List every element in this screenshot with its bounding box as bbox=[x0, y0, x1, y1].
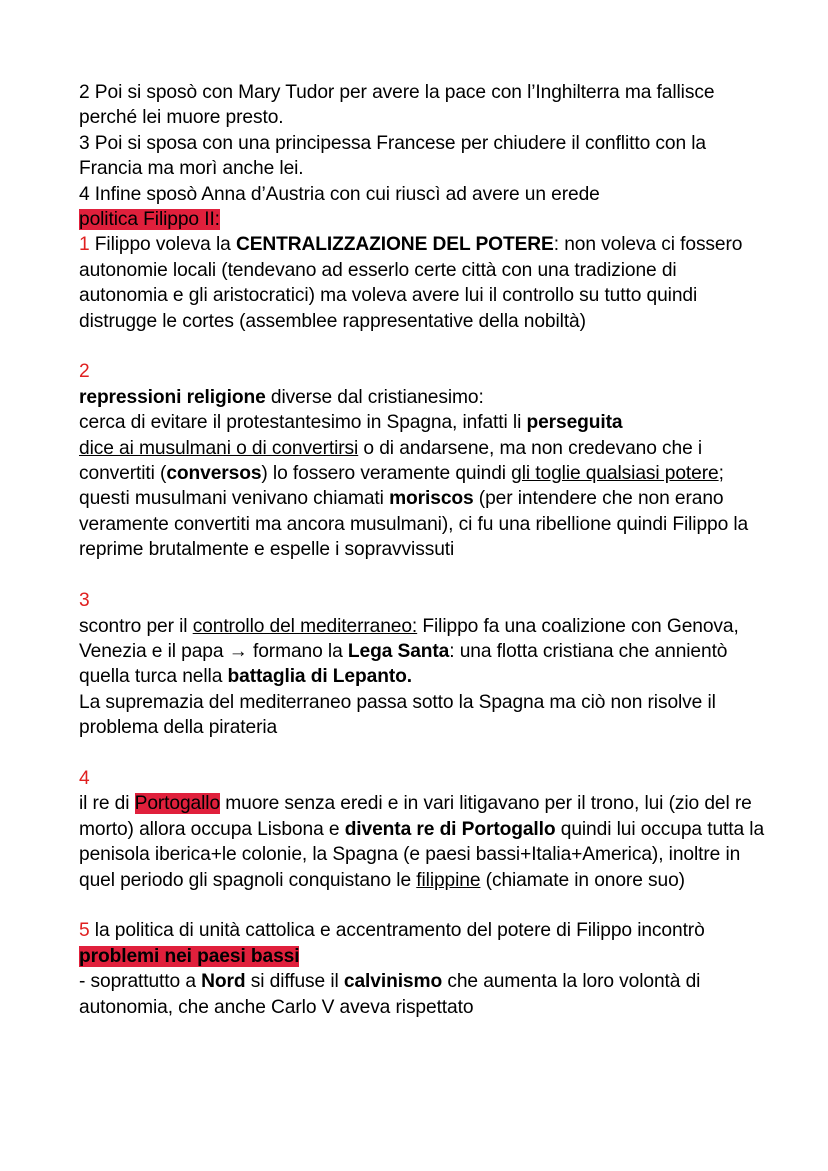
intro-paragraph-4: 4 Infine sposò Anna d’Austria con cui riuscì ad avere un erede bbox=[79, 183, 600, 205]
spacer bbox=[79, 741, 769, 766]
spacer bbox=[79, 334, 769, 359]
point-3-conclusion: La supremazia del mediterraneo passa sotto la Spagna ma ciò non risolve il problema della pirateria bbox=[79, 691, 716, 739]
point-5-bold-nord: Nord bbox=[201, 971, 246, 993]
point-2-underline-convertirsi: dice ai musulmani o di convertirsi bbox=[79, 437, 359, 459]
point-2-underline-potere: gli toglie qualsiasi potere bbox=[511, 463, 719, 485]
point-4-body bbox=[79, 791, 769, 893]
point-2-number-label: 2 bbox=[79, 361, 90, 383]
point-5-highlight-paesi-bassi: problemi nei paesi bassi bbox=[79, 945, 300, 967]
point-5-number: 5 bbox=[79, 920, 90, 942]
point-1-text-end: : non voleva ci fossero autonomie locali (tendevano ad esserlo certe città con una tradizione di autonomia e gli aristocratici) ma voleva avere lui il controllo su tutto quindi distrugge le cortes (assemblee rappresentative della nobiltà) bbox=[79, 234, 743, 332]
point-1 bbox=[79, 232, 769, 334]
intro-paragraph-3: 3 Poi si sposa con una principessa Francese per chiudere il conflitto con la Francia ma morì anche lei. bbox=[79, 132, 707, 180]
point-2-bold-moriscos: moriscos bbox=[389, 488, 474, 510]
spacer bbox=[79, 893, 769, 918]
point-2-text: cerca di evitare il protestantesimo in Spagna, infatti li bbox=[79, 412, 527, 434]
document-page bbox=[79, 80, 769, 1020]
point-4-text-2: muore senza eredi e in vari litigavano per il trono, lui (zio del re morto) allora occupa Lisbona e bbox=[79, 793, 752, 840]
point-5-body bbox=[79, 918, 769, 969]
point-4-number-label: 4 bbox=[79, 767, 90, 789]
point-2-bold-perseguita: perseguita bbox=[526, 412, 623, 434]
point-2-number bbox=[79, 359, 769, 384]
point-3-text-3: : una flotta cristiana che annientò quella turca nella bbox=[79, 640, 728, 688]
point-2-body bbox=[79, 410, 769, 562]
point-4-text: il re di bbox=[79, 793, 135, 815]
point-3-text-2: Filippo fa una coalizione con Genova, Venezia e il papa → formano la bbox=[79, 615, 739, 662]
point-2-bold-conversos: conversos bbox=[166, 463, 262, 485]
point-5-bullet-text-2: si diffuse il bbox=[245, 971, 344, 993]
point-1-bold-centralizzazione: CENTRALIZZAZIONE DEL POTERE bbox=[235, 234, 554, 256]
point-4-bold-re-portogallo: diventa re di Portogallo bbox=[344, 818, 556, 840]
point-3-bold-lega-santa: Lega Santa bbox=[347, 640, 450, 662]
point-2-bold-repressioni: repressioni religione bbox=[79, 386, 266, 408]
point-4-text-3: quindi lui occupa tutta la penisola iberica+le colonie, la Spagna (e paesi bassi+Italia+America), inoltre in quel periodo gli spagnoli conquistano le bbox=[79, 818, 765, 891]
point-3-number bbox=[79, 588, 769, 613]
spacer bbox=[79, 563, 769, 588]
intro-paragraph-2: 2 Poi si sposò con Mary Tudor per avere la pace con l’Inghilterra ma fallisce perché lei muore presto. bbox=[79, 82, 715, 129]
point-4-text-4: (chiamate in onore suo) bbox=[480, 869, 685, 891]
point-2-title bbox=[79, 385, 769, 410]
point-3-number-label: 3 bbox=[79, 590, 90, 612]
point-2-text-5: (per intendere che non erano veramente convertiti ma ancora musulmani), ci fu una ribellione quindi Filippo la reprime brutalmente e espelle i sopravvissuti bbox=[79, 488, 749, 561]
section-heading-highlight: politica Filippo II: bbox=[79, 209, 220, 231]
point-3-body bbox=[79, 614, 769, 690]
point-2-text-2: o di andarsene, ma non credevano che i convertiti ( bbox=[79, 437, 703, 485]
point-5-bullet-text: - soprattutto a bbox=[79, 971, 202, 993]
point-2-text-3: ) lo fossero veramente quindi bbox=[261, 463, 512, 485]
point-3-text: scontro per il bbox=[79, 615, 193, 637]
point-3-bold-lepanto: battaglia di Lepanto. bbox=[227, 666, 412, 688]
point-5-bold-calvinismo: calvinismo bbox=[343, 971, 443, 993]
point-5-text: la politica di unità cattolica e accentramento del potere di Filippo incontrò bbox=[89, 920, 705, 942]
point-3-underline-mediterraneo: controllo del mediterraneo: bbox=[192, 615, 418, 637]
point-5-bullet-text-3: che aumenta la loro volontà di autonomia, che anche Carlo V aveva rispettato bbox=[79, 971, 701, 1018]
point-4-underline-filippine: filippine bbox=[416, 869, 481, 891]
point-2-title-text: diverse dal cristianesimo: bbox=[265, 386, 484, 408]
point-4-highlight-portogallo: Portogallo bbox=[134, 793, 221, 815]
point-1-number: 1 bbox=[79, 234, 90, 256]
point-2-text-4: ; questi musulmani venivano chiamati bbox=[79, 463, 724, 510]
point-5-bullet bbox=[79, 969, 769, 1020]
point-4-number bbox=[79, 766, 769, 791]
point-1-text: Filippo voleva la bbox=[89, 234, 236, 256]
section-heading bbox=[79, 207, 769, 232]
